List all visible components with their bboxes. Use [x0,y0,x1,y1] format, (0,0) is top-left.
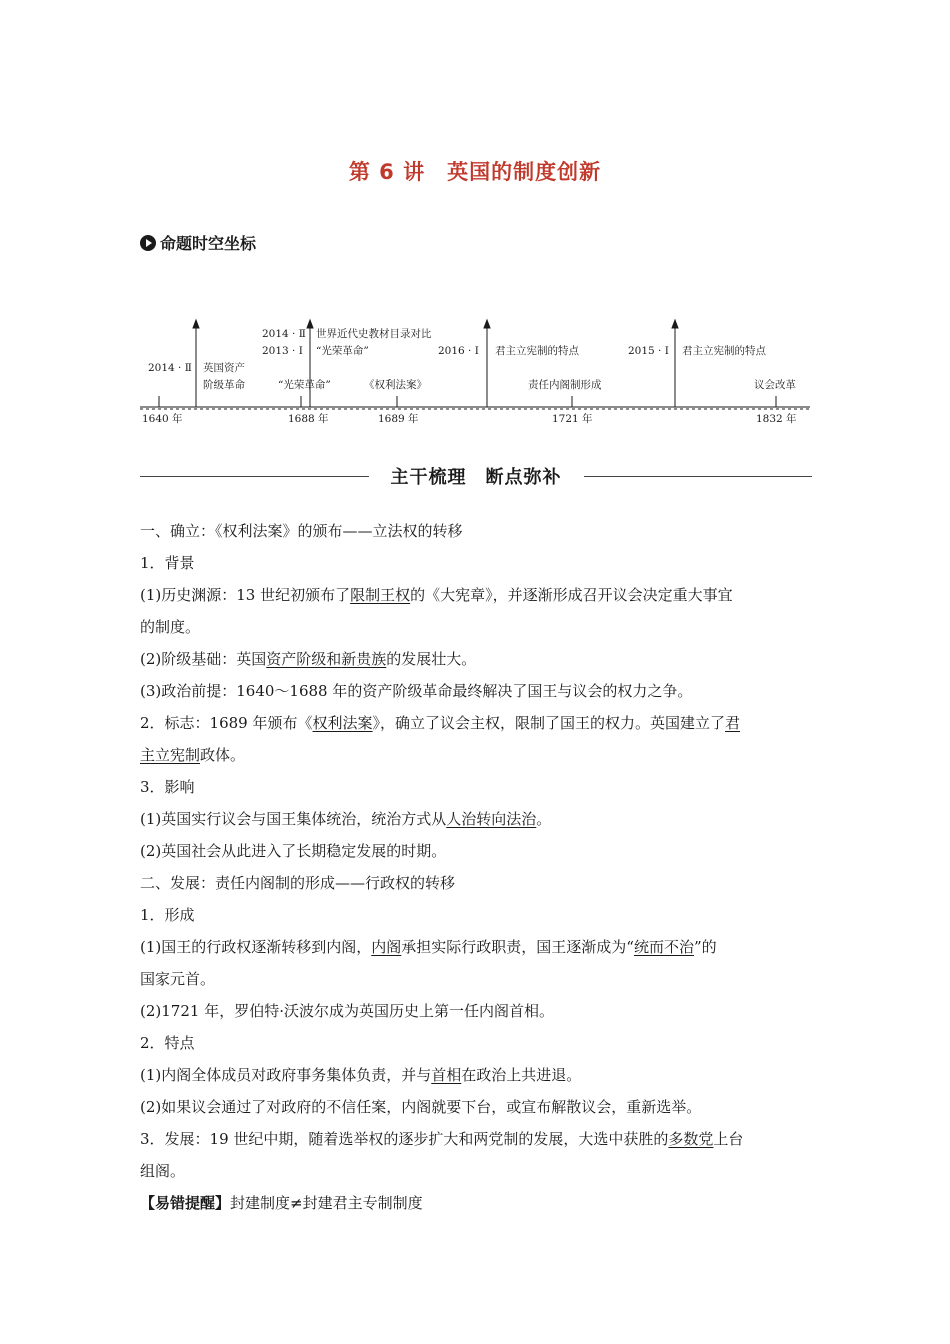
tip-text: 封建制度≠封建君主专制制度 [230,1194,423,1212]
play-icon [140,235,156,251]
timeline-exam-label: 2014 · Ⅱ [148,362,192,374]
page-title: 第 6 讲 英国的制度创新 [348,160,602,184]
subheading: 1．背景 [140,554,195,572]
key-term: 主立宪制 [140,746,201,764]
key-term: 新贵族 [341,650,387,668]
key-term: 多数党 [668,1130,714,1148]
key-term: 资产阶级 [266,650,327,668]
timeline-exam-label: 2016 · Ⅰ [438,345,479,357]
timeline-year: 1689 年 [378,413,419,425]
section-heading-review: 主干梳理 断点弥补 [390,467,562,488]
timeline-exam-label: 2013 · Ⅰ [262,345,303,357]
timeline-event: “光荣革命” [278,379,331,391]
paragraph: (2)英国社会从此进入了长期稳定发展的时期。 [140,842,447,860]
key-term: 内阁 [371,938,402,956]
paragraph: 国家元首。 [140,970,216,988]
timeline-year: 1640 年 [142,413,183,425]
key-term: 限制王权 [350,586,411,604]
timeline-note: 君主立宪制的特点 [495,345,579,357]
subheading: 2．特点 [140,1034,195,1052]
timeline-arrow [307,320,313,407]
subheading: 2．标志：1689 年颁布《权利法案》，确立了议会主权，限制了国王的权力。英国建立了君 [140,714,741,732]
paragraph: (1)英国实行议会与国王集体统治，统治方式从人治转向法治。 [140,810,552,828]
paragraph: (1)历史渊源：13 世纪初颁布了限制王权的《大宪章》，并逐渐形成召开议会决定重大事宜 [140,586,733,604]
subheading: 3．发展：19 世纪中期，随着选举权的逐步扩大和两党制的发展，大选中获胜的多数党上台 [140,1130,744,1148]
paragraph: 组阁。 [140,1162,186,1180]
paragraph: (1)国王的行政权逐渐转移到内阁，内阁承担实际行政职责，国王逐渐成为“统而不治”的 [140,938,717,956]
paragraph: (3)政治前提：1640～1688 年的资产阶级革命最终解决了国王与议会的权力之争。 [140,682,693,700]
section-heading-timeline [140,231,256,254]
divider-line [584,476,813,477]
timeline-event: 责任内阁制形成 [528,379,602,391]
key-term: 权利法案 [312,714,373,732]
timeline-exam-label: 2015 · Ⅰ [628,345,669,357]
subheading: 3．影响 [140,778,195,796]
timeline-year: 1832 年 [756,413,797,425]
key-term: 统而不治 [633,938,694,956]
timeline-year: 1688 年 [288,413,329,425]
timeline-event: 英国资产 [203,362,245,374]
timeline-chart [138,316,813,428]
timeline-event: 《权利法案》 [364,379,427,391]
section-divider [140,463,812,489]
subheading: 1．形成 [140,906,195,924]
timeline-event: 阶级革命 [203,379,245,391]
timeline-arrow [672,320,678,407]
paragraph: 的制度。 [140,618,201,636]
timeline-note: “光荣革命” [316,345,369,357]
section-heading-label: 命题时空坐标 [160,234,257,253]
timeline-arrow [193,320,199,407]
timeline-exam-label: 2014 · Ⅱ [262,328,306,340]
timeline-arrow [484,320,490,407]
paragraph: 主立宪制政体。 [140,746,246,764]
content-body [140,515,812,1219]
paragraph: (1)内阁全体成员对政府事务集体负责，并与首相在政治上共进退。 [140,1066,582,1084]
paragraph: (2)1721 年，罗伯特·沃波尔成为英国历史上第一任内阁首相。 [140,1002,554,1020]
heading: 一、确立：《权利法案》的颁布——立法权的转移 [140,522,463,540]
timeline-note: 世界近代史教材目录对比 [316,328,432,340]
tip-label: 【易错提醒】 [140,1194,231,1212]
divider-line [140,476,369,477]
key-term: 人治转向法治 [446,810,537,828]
heading: 二、发展：责任内阁制的形成——行政权的转移 [140,874,456,892]
key-term: 君 [725,714,741,732]
timeline-note: 君主立宪制的特点 [682,345,766,357]
paragraph: (2)阶级基础：英国资产阶级和新贵族的发展壮大。 [140,650,477,668]
key-term: 首相 [431,1066,462,1084]
timeline-event: 议会改革 [754,379,796,391]
tip [140,1187,812,1219]
paragraph: (2)如果议会通过了对政府的不信任案，内阁就要下台，或宣布解散议会，重新选举。 [140,1098,702,1116]
timeline-year: 1721 年 [552,413,593,425]
